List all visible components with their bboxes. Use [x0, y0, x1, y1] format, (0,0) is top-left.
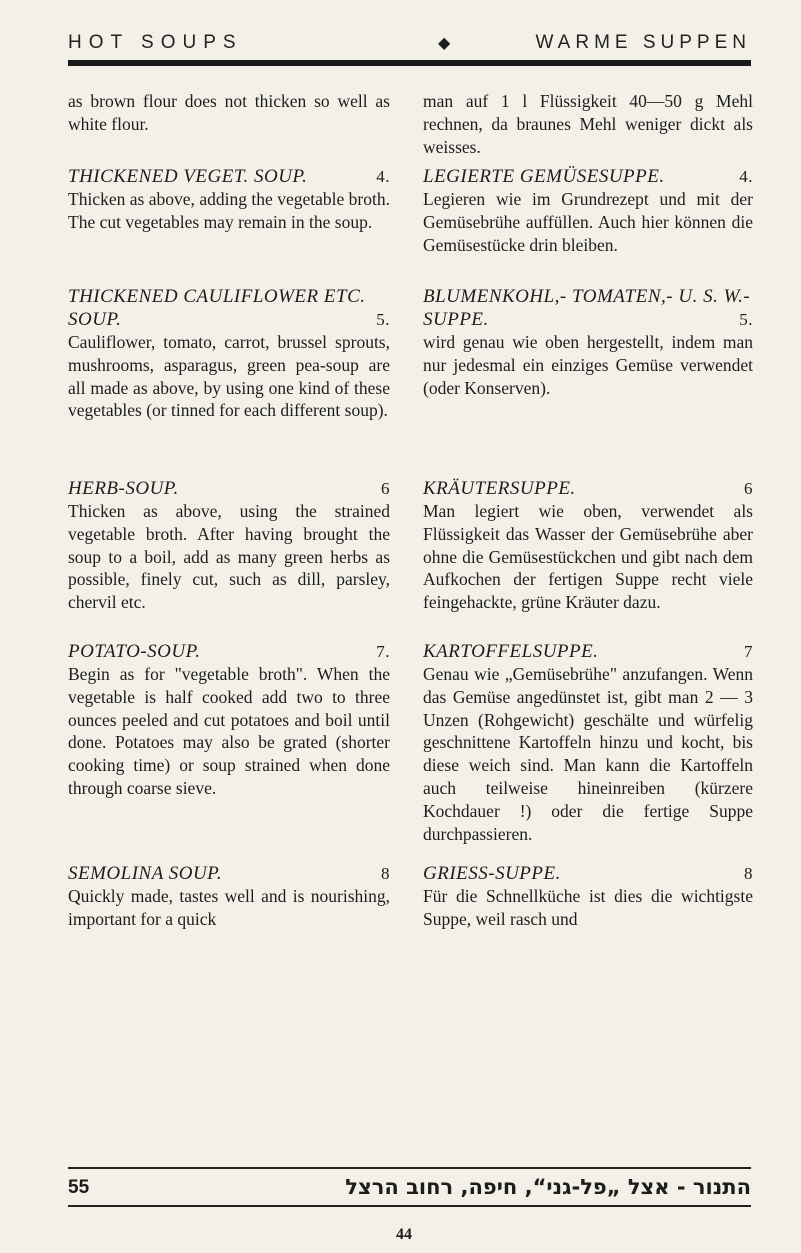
recipe-title-text: THICKENED VEGET. SOUP.	[68, 166, 308, 187]
recipe-number: 5.	[739, 310, 753, 329]
recipe-title	[423, 862, 753, 885]
recipe-section	[68, 862, 390, 931]
recipe-body: as brown flour does not thicken so well as white flour.	[68, 91, 390, 134]
recipe-title	[68, 862, 390, 885]
recipe-body: Man legiert wie oben, verwendet als Flüssigkeit das Wasser der Gemüsebrühe aber ohne die Gemüsestückchen und gibt nach dem Aufkochen der fertigen Suppe recht viele feingehackte, grüne Kräuter dazu.	[423, 501, 753, 613]
footer-rule-top	[68, 1167, 751, 1169]
recipe-title-text: BLUMENKOHL,- TOMATEN,- U. S. W.-SUPPE.	[423, 286, 751, 330]
recipe-title-text: LEGIERTE GEMÜSESUPPE.	[423, 166, 665, 187]
recipe-body: Genau wie „Gemüsebrühe" anzufangen. Wenn das Gemüse angedünstet ist, gibt man 2 — 3 Unzen (Rohgewicht) geschälte und würfelig geschnittene Kartoffeln hinzu und kocht, bis diese weich sind. Man kann die Kartoffeln auch teilweise hineinreiben (kürzere Kochdauer !) oder die fertige Suppe durchpassieren.	[423, 664, 753, 844]
page-mark: 44	[396, 1226, 412, 1243]
header-right-title: WARME SUPPEN	[535, 32, 751, 53]
recipe-number: 5.	[376, 310, 390, 329]
recipe-number: 4.	[739, 167, 753, 186]
footer-hebrew-ad: התנור - אצל „פל-גני“, חיפה, רחוב הרצל	[345, 1175, 751, 1199]
recipe-section	[423, 862, 753, 931]
recipe-section	[68, 165, 390, 234]
recipe-title	[68, 285, 390, 331]
footer-page-number: 55	[68, 1177, 90, 1198]
recipe-title	[423, 285, 753, 331]
running-header	[68, 30, 751, 60]
recipe-title	[68, 640, 390, 663]
recipe-title	[68, 477, 390, 500]
recipe-section	[423, 285, 753, 399]
recipe-title	[423, 640, 753, 663]
recipe-number: 6	[381, 479, 390, 498]
recipe-title-text: POTATO-SOUP.	[68, 641, 201, 662]
recipe-number: 8	[381, 864, 390, 883]
recipe-title-text: KARTOFFELSUPPE.	[423, 641, 599, 662]
recipe-title-text: KRÄUTERSUPPE.	[423, 478, 576, 499]
recipe-number: 7	[744, 642, 753, 661]
footer-rule-bottom	[68, 1205, 751, 1207]
recipe-body: man auf 1 l Flüssigkeit 40—50 g Mehl rechnen, da braunes Mehl weniger dickt als weisses.	[423, 91, 753, 157]
recipe-section	[68, 90, 390, 136]
recipe-body: Thicken as above, adding the vegetable broth. The cut vegetables may remain in the soup.	[68, 189, 390, 232]
recipe-title	[423, 165, 753, 188]
recipe-section	[423, 90, 753, 158]
recipe-number: 4.	[376, 167, 390, 186]
recipe-number: 6	[744, 479, 753, 498]
header-left-title: HOT SOUPS	[68, 32, 243, 53]
recipe-section	[423, 477, 753, 614]
recipe-number: 7.	[376, 642, 390, 661]
recipe-section	[423, 165, 753, 256]
recipe-title-text: SEMOLINA SOUP.	[68, 863, 223, 884]
recipe-body: wird genau wie oben hergestellt, indem man nur jedesmal ein einziges Gemüse verwendet (oder Konserven).	[423, 332, 753, 398]
header-ornament: ◆	[438, 35, 451, 52]
recipe-title-text: HERB-SOUP.	[68, 478, 179, 499]
recipe-body: Thicken as above, using the strained vegetable broth. After having brought the soup to a boil, add as many green herbs as possible, finely cut, such as dill, parsley, chervil etc.	[68, 501, 390, 613]
recipe-body: Quickly made, tastes well and is nourishing, important for a quick	[68, 886, 390, 929]
recipe-section	[68, 285, 390, 422]
recipe-section	[68, 640, 390, 800]
recipe-number: 8	[744, 864, 753, 883]
recipe-section	[423, 640, 753, 845]
recipe-body: Cauliflower, tomato, carrot, brussel sprouts, mushrooms, asparagus, green pea-soup are all made as above, by using one kind of these vegetables (or tinned for each different soup).	[68, 332, 390, 421]
recipe-title-text: GRIESS-SUPPE.	[423, 863, 561, 884]
header-rule	[68, 60, 751, 66]
recipe-body: Für die Schnellküche ist dies die wichtigste Suppe, weil rasch und	[423, 886, 753, 929]
recipe-title-text: THICKENED CAULIFLOWER ETC. SOUP.	[68, 286, 366, 330]
recipe-body: Begin as for "vegetable broth". When the vegetable is half cooked add two to three ounces peeled and cut potatoes and boil until done. Potatoes may also be grated (shorter cooking time) or soup strained when done through coarse sieve.	[68, 664, 390, 798]
recipe-title	[68, 165, 390, 188]
recipe-section	[68, 477, 390, 614]
recipe-body: Legieren wie im Grundrezept und mit der Gemüsebrühe auffüllen. Auch hier können die Gemüsestücke drin bleiben.	[423, 189, 753, 255]
recipe-title	[423, 477, 753, 500]
